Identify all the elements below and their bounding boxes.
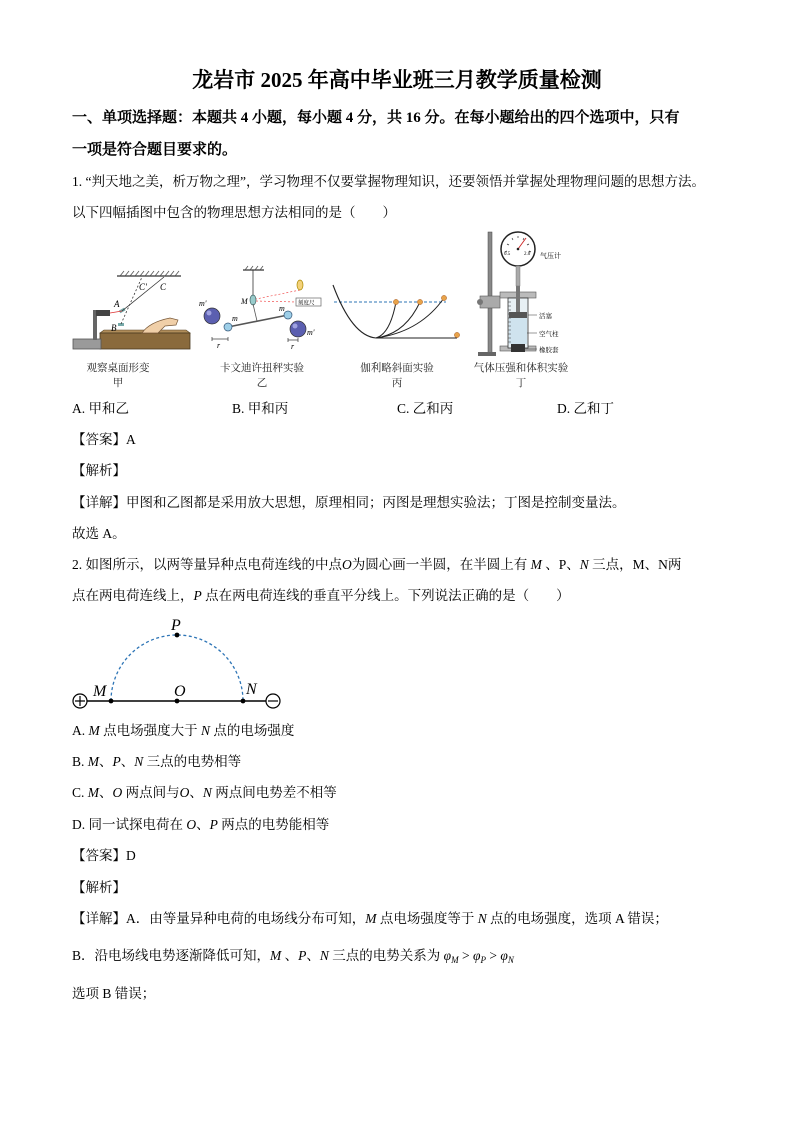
figure-label: 2.0 bbox=[524, 252, 531, 257]
text-segment: 为圆心画一半圆，在半圆上有 bbox=[351, 557, 531, 572]
negative-charge-icon bbox=[266, 694, 280, 708]
q1-detail: 【详解】甲图和乙图都是采用放大思想，原理相同；丙图是理想实验法；丁图是控制变量法。 bbox=[72, 495, 626, 510]
text-segment: 两点间与 bbox=[122, 785, 180, 800]
figure-caption-bing bbox=[337, 361, 457, 391]
figure-tag: 甲 bbox=[112, 378, 124, 389]
figure-label: r bbox=[217, 341, 221, 350]
figure-caption-ding bbox=[461, 361, 581, 391]
italic-variable: φ bbox=[500, 948, 508, 963]
italic-variable: M bbox=[270, 948, 282, 963]
text-segment: 点的电场强度 bbox=[210, 723, 295, 738]
italic-variable: P bbox=[298, 948, 307, 963]
text-segment: 两点的电势能相等 bbox=[217, 817, 330, 832]
q1-option-d: D. 乙和丁 bbox=[557, 401, 614, 416]
text-segment: 点在两电荷连线上， bbox=[72, 588, 194, 603]
section-heading-line: 一、单项选择题：本题共 4 小题，每小题 4 分，共 16 分。在每小题给出的四个选项中，只有 bbox=[72, 110, 680, 126]
q2-stem-line bbox=[72, 555, 752, 575]
point-n bbox=[241, 699, 246, 704]
text-segment: A. bbox=[72, 723, 89, 738]
figure-caption-text: 卡文迪许扭秤实验 bbox=[220, 363, 304, 374]
text-segment: 点电场强度等于 bbox=[376, 911, 478, 926]
figure-label: r bbox=[291, 342, 295, 351]
italic-variable: M bbox=[88, 723, 100, 738]
q1-option-c: C. 乙和丙 bbox=[397, 401, 454, 416]
figure-caption-text: 气体压强和体积实验 bbox=[473, 363, 569, 374]
text-segment: 、 bbox=[306, 948, 320, 963]
text-segment: 、 bbox=[99, 754, 113, 769]
q1-option-b: B. 甲和丙 bbox=[232, 401, 289, 416]
text-segment: 两点间电势差不相等 bbox=[211, 785, 337, 800]
figure-tag: 丁 bbox=[515, 378, 527, 389]
italic-variable: P bbox=[193, 588, 202, 603]
q1-analysis-label: 【解析】 bbox=[72, 463, 126, 478]
point-label: O bbox=[174, 683, 186, 700]
point-label: M bbox=[93, 683, 107, 700]
q2-option-b bbox=[72, 752, 752, 772]
section-heading-line: 一项是符合题目要求的。 bbox=[72, 142, 238, 158]
italic-variable: M bbox=[530, 557, 542, 572]
point-label: P bbox=[171, 617, 181, 634]
text-segment: > bbox=[485, 948, 501, 963]
q1-figures bbox=[60, 228, 580, 362]
text-segment: 、 bbox=[120, 754, 135, 769]
page-title: 龙岩市 2025 年高中毕业班三月教学质量检测 bbox=[192, 68, 602, 92]
text-segment: 、 bbox=[196, 817, 210, 832]
text-segment: 【详解】A．由等量异种电荷的电场线分布可知， bbox=[72, 911, 366, 926]
text-segment: > bbox=[458, 948, 473, 963]
figure-label: m bbox=[232, 314, 238, 323]
italic-variable: φ bbox=[443, 948, 452, 963]
figure-tag: 丙 bbox=[391, 378, 403, 389]
figure-caption-yi bbox=[202, 361, 322, 391]
italic-variable: φ bbox=[473, 948, 481, 963]
figure-label: 空气柱 bbox=[539, 331, 559, 338]
figure-label: M bbox=[241, 297, 248, 306]
subscript: M bbox=[451, 955, 459, 965]
q1-answer: 【答案】A bbox=[72, 432, 136, 447]
italic-variable: O bbox=[179, 785, 190, 800]
text-segment: D. 同一试探电荷在 bbox=[72, 817, 187, 832]
lamp-icon bbox=[297, 280, 303, 290]
subscript: P bbox=[480, 955, 486, 965]
figure-label: A bbox=[114, 299, 120, 309]
positive-charge-icon bbox=[73, 694, 87, 708]
italic-variable: N bbox=[477, 911, 487, 926]
figure-label: 0.5 bbox=[504, 252, 511, 257]
italic-variable: O bbox=[112, 785, 123, 800]
figure-label: m' bbox=[307, 328, 315, 337]
figure-tag: 乙 bbox=[256, 378, 268, 389]
text-segment: 、 bbox=[281, 948, 299, 963]
q1-stem-line: 以下四幅插图中包含的物理思想方法相同的是（ ） bbox=[72, 205, 396, 220]
italic-variable: N bbox=[319, 948, 329, 963]
figure-label: 气压计 bbox=[540, 252, 561, 260]
figure-jia-table-deformation bbox=[73, 271, 190, 349]
figure-label: C' bbox=[139, 282, 147, 292]
q2-detail-line bbox=[72, 909, 752, 929]
italic-variable: N bbox=[579, 557, 589, 572]
q1-conclusion: 故选 A。 bbox=[72, 526, 126, 541]
figure-label: m' bbox=[199, 299, 207, 308]
italic-variable: N bbox=[134, 754, 144, 769]
figure-ding-gas-pressure-volume bbox=[477, 232, 561, 356]
italic-variable: P bbox=[112, 754, 121, 769]
q2-option-c bbox=[72, 783, 752, 803]
q2-detail-line bbox=[72, 946, 752, 966]
figure-caption-jia bbox=[58, 361, 178, 391]
q1-stem-line: 1. “判天地之美，析万物之理”，学习物理不仅要掌握物理知识，还要领悟并掌握处理物理问题的思想方法。 bbox=[72, 174, 705, 189]
subscript: N bbox=[507, 955, 514, 965]
q2-answer: 【答案】D bbox=[72, 848, 136, 863]
text-segment: B．沿电场线电势逐渐降低可知， bbox=[72, 948, 271, 963]
text-segment: 点的电场强度，选项 A 错误； bbox=[486, 911, 668, 926]
figure-label: B bbox=[111, 323, 117, 333]
figure-label: 橡胶套 bbox=[539, 347, 559, 354]
q1-option-a: A. 甲和乙 bbox=[72, 401, 129, 416]
q2-analysis-label: 【解析】 bbox=[72, 880, 126, 895]
text-segment: 点在两电荷连线的垂直平分线上。下列说法正确的是（ ） bbox=[201, 588, 570, 603]
text-segment: 、 bbox=[189, 785, 203, 800]
figure-label: m bbox=[279, 304, 285, 313]
text-segment: 、 bbox=[99, 785, 113, 800]
q2-figure-semicircle bbox=[60, 612, 290, 712]
figure-caption-text: 观察桌面形变 bbox=[86, 363, 150, 374]
text-segment: 三点的电势关系为 bbox=[328, 948, 444, 963]
italic-variable: M bbox=[87, 754, 100, 769]
text-segment: 2. 如图所示，以两等量异种点电荷连线的中点 bbox=[72, 557, 342, 572]
q2-detail-line bbox=[72, 984, 752, 1004]
figure-label: 活塞 bbox=[539, 313, 552, 320]
italic-variable: M bbox=[365, 911, 377, 926]
italic-variable: P bbox=[209, 817, 218, 832]
point-m bbox=[109, 699, 114, 704]
figure-label: C bbox=[160, 282, 167, 292]
text-segment: 三点的电势相等 bbox=[143, 754, 242, 769]
italic-variable: O bbox=[186, 817, 197, 832]
q2-option-d bbox=[72, 815, 752, 835]
figure-caption-text: 伽利略斜面实验 bbox=[360, 363, 434, 374]
q2-stem-line bbox=[72, 586, 752, 606]
text-segment: 三点，M、N两 bbox=[588, 557, 682, 572]
italic-variable: N bbox=[202, 785, 212, 800]
q2-option-a bbox=[72, 721, 752, 741]
text-segment: 选项 B 错误； bbox=[72, 986, 156, 1001]
figure-yi-cavendish-balance bbox=[199, 266, 321, 351]
italic-variable: M bbox=[87, 785, 100, 800]
italic-variable: O bbox=[342, 557, 352, 572]
text-segment: B. bbox=[72, 754, 88, 769]
point-label: N bbox=[246, 681, 257, 698]
figure-bing-galileo-incline bbox=[333, 285, 460, 338]
figure-label: 刻度尺 bbox=[298, 300, 315, 307]
text-segment: C. bbox=[72, 785, 88, 800]
italic-variable: N bbox=[201, 723, 211, 738]
text-segment: 点电场强度大于 bbox=[99, 723, 201, 738]
text-segment: 、P、 bbox=[541, 557, 580, 572]
